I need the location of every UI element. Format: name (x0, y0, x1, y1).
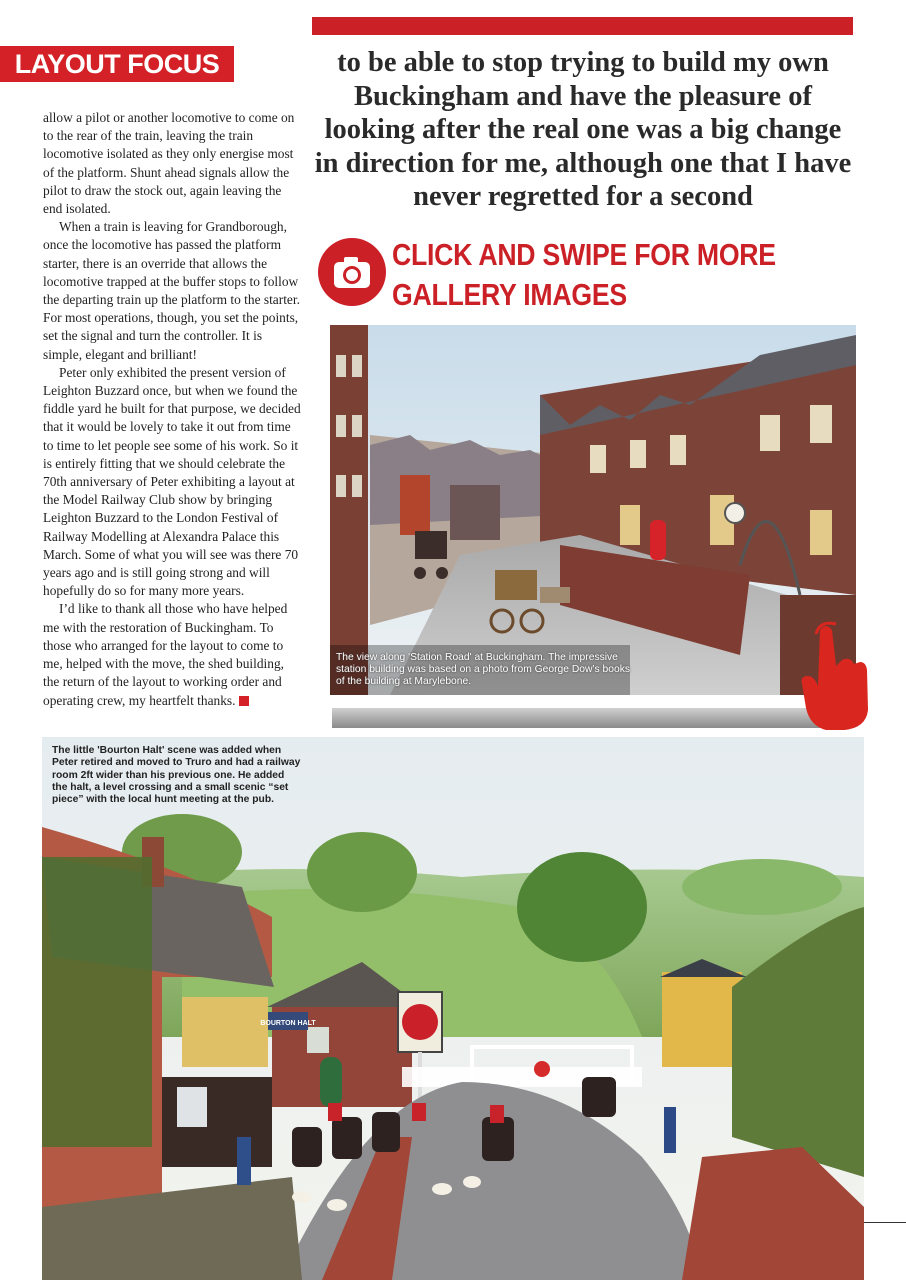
station-road-photo[interactable] (330, 325, 856, 695)
body-paragraph-4 (43, 600, 301, 709)
swipe-hand-icon[interactable] (796, 620, 870, 732)
body-paragraph-4-text: I’d like to thank all those who have helped me with the restoration of Buckingham. To those who arranged for the layout to come to me, helped with the move, the shed building, the return of the layout to working order and operating crew, my heartfelt thanks. (43, 601, 288, 708)
bourton-halt-sign: BOURTON HALT (260, 1020, 316, 1027)
photo-caption-station-road: The view along 'Station Road' at Buckingham. The impressive station building was based on a photo from George Dow’s books of the building at Marylebone. (336, 652, 631, 687)
bourton-halt-photo[interactable] (42, 737, 864, 1280)
photo-caption-bourton-halt: The little 'Bourton Halt' scene was added when Peter retired and moved to Truro and had a railway room 2ft wider than his previous one. He added the halt, a level crossing and a small scenic “set piece” with the local hunt meeting at the pub. (52, 745, 301, 806)
gallery-link-line-1: CLICK AND SWIPE FOR MORE (392, 237, 776, 272)
article-body (43, 109, 301, 710)
body-paragraph-3: Peter only exhibited the present version of Leighton Buzzard once, but when we found the fiddle yard he built for that purpose, we decided that it would be lovely to take it out from time to time to let people see some of his work. So it is entirely fitting that we should celebrate the 70th anniversary of Peter exhibiting a layout at the Model Railway Club show by bringing Leighton Buzzard to the London Festival of Railway Modelling at Alexandra Palace this March. Some of what you will see was there 70 years ago and is still going strong and will hopefully do so for many more years. (43, 364, 301, 599)
section-label: LAYOUT FOCUS (0, 46, 234, 82)
end-mark-icon (239, 696, 249, 706)
page-edge-rule (864, 1222, 906, 1223)
body-paragraph-2: When a train is leaving for Grandborough, once the locomotive has passed the platform starter, there is an override that allows the locomotive trapped at the buffer stops to follow the departing train up the platform to the starter. For most operations, though, you set the points, set the signal and turn the controller. It is simple, elegant and brilliant! (43, 219, 300, 362)
swipe-bar[interactable] (332, 708, 852, 728)
gallery-link-line-2: GALLERY IMAGES (392, 277, 627, 312)
pull-quote: to be able to stop trying to build my own Buckingham and have the pleasure of looking after the real one was a big change in direction for me, although one that I have never regretted for a second (314, 47, 852, 212)
camera-icon[interactable] (318, 238, 386, 306)
body-paragraph-1: allow a pilot or another locomotive to come on to the rear of the train, leaving the train locomotive isolated as they only energise most of the platform. Shunt ahead signals allow the pilot to draw the stock out, again leaving the end isolated. (43, 110, 295, 217)
top-accent-bar (312, 17, 853, 35)
gallery-link[interactable] (392, 235, 796, 315)
